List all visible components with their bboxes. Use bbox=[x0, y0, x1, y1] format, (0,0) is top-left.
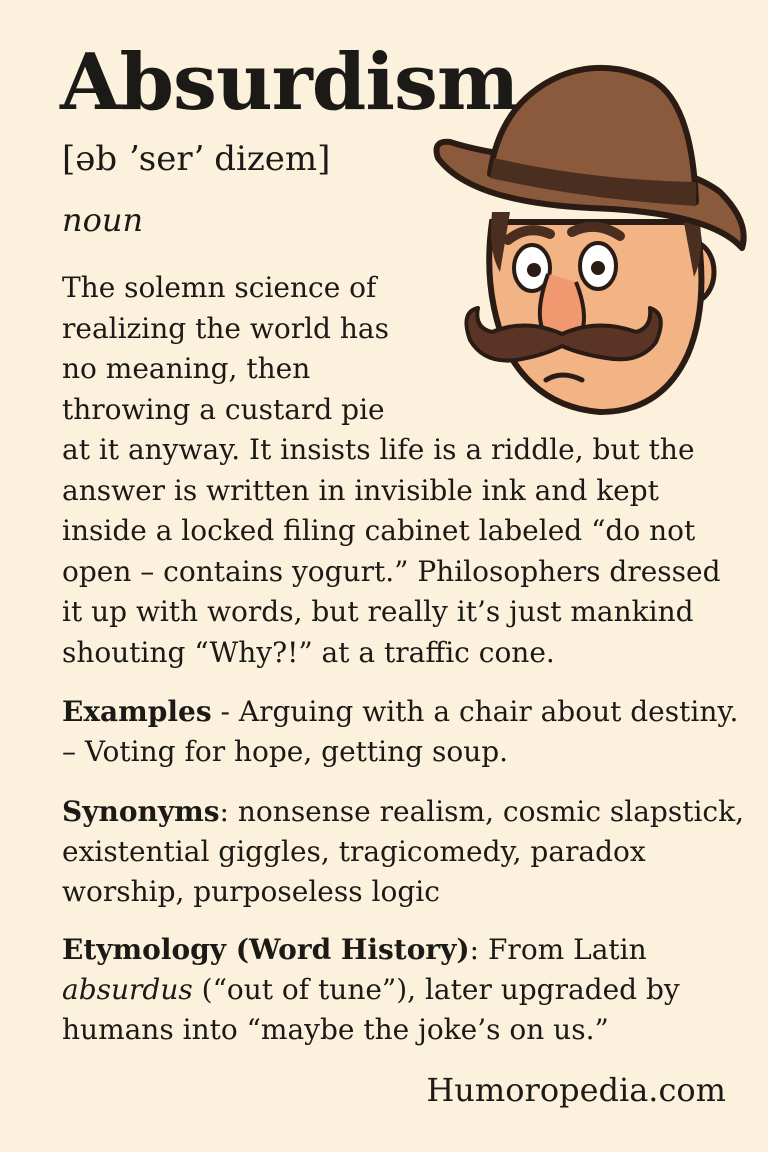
example-1: Arguing with a chair about destiny. bbox=[238, 695, 739, 728]
etymology-section bbox=[62, 930, 752, 1050]
etymology-label: Etymology (Word History) bbox=[62, 933, 470, 966]
etymology-separator: : bbox=[469, 933, 488, 966]
synonyms-separator: : bbox=[219, 795, 238, 828]
etymology-term: absurdus bbox=[62, 973, 193, 1006]
definition: The solemn science of realizing the world has no meaning, then throwing a custard pie at it anyway. It insists life is a riddle, but the answer is written in invisible ink and kept inside a locked filing cabinet labeled “do not open – contains yogurt.” Philosophers dressed it up with words, but really it’s just mankind shouting “Why?!” at a traffic cone. bbox=[62, 271, 721, 669]
pronunciation: [əb ʼserʼ dizem] bbox=[62, 139, 331, 179]
examples-separator: - bbox=[211, 695, 239, 728]
headword: Absurdism bbox=[60, 37, 519, 128]
examples-section bbox=[62, 692, 752, 772]
synonyms-label: Synonyms bbox=[62, 795, 220, 828]
example-2: – Voting for hope, getting soup. bbox=[62, 735, 509, 768]
synonyms-text: nonsense realism, cosmic slapstick, existential giggles, tragicomedy, paradox worship, purposeless logic bbox=[62, 795, 744, 908]
site-credit: Humoropedia.com bbox=[426, 1071, 726, 1109]
etymology-text-1: From Latin bbox=[488, 933, 647, 966]
part-of-speech: noun bbox=[62, 201, 144, 239]
etymology-text-2: (“out of tune”), later upgraded by humans into “maybe the joke’s on us.” bbox=[62, 973, 680, 1046]
synonyms-section bbox=[62, 792, 752, 912]
examples-label: Examples bbox=[62, 695, 212, 728]
